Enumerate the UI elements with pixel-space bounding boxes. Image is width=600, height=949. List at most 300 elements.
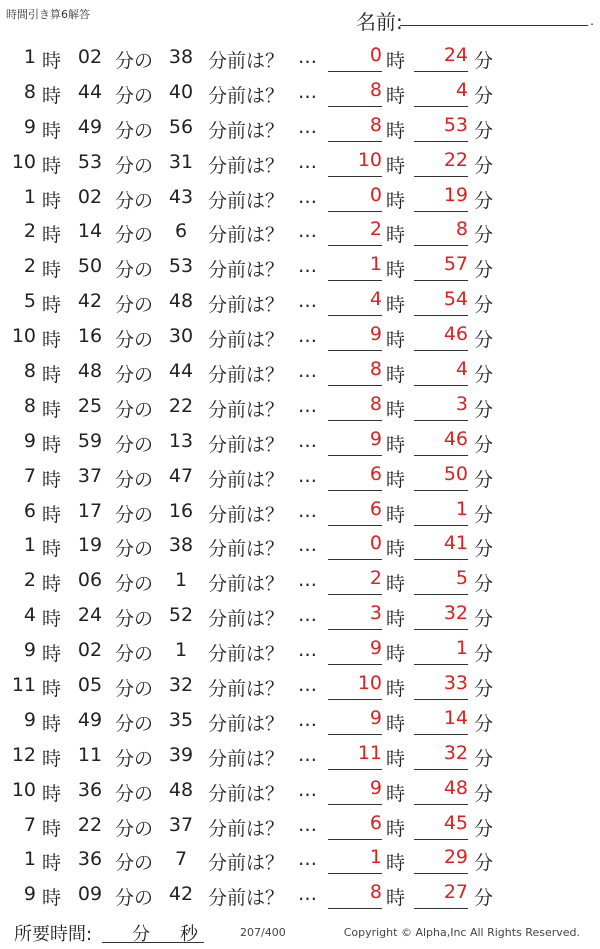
problem-minute: 19 — [77, 534, 103, 557]
hour-unit: 時 — [42, 189, 62, 212]
minute-of-label: 分の — [115, 573, 154, 596]
answer-hour-unit: 時 — [386, 782, 406, 805]
before-question-label: 分前は？ — [208, 852, 285, 875]
subtract-minutes: 44 — [168, 360, 194, 383]
answer-hour-field[interactable]: 1 — [328, 846, 382, 874]
minute-of-label: 分の — [115, 503, 154, 526]
minute-of-label: 分の — [115, 817, 154, 840]
answer-hour-unit: 時 — [386, 398, 406, 421]
problem-row — [0, 598, 600, 633]
answer-minute-unit: 分 — [474, 259, 494, 282]
answer-hour-field[interactable]: 0 — [328, 184, 382, 212]
ellipsis: … — [298, 639, 317, 662]
answer-minute-unit: 分 — [474, 852, 494, 875]
minute-of-label: 分の — [115, 119, 154, 142]
problem-minute: 25 — [77, 394, 103, 417]
answer-minute-field[interactable]: 33 — [414, 672, 468, 700]
hour-unit: 時 — [42, 643, 62, 666]
minute-of-label: 分の — [115, 364, 154, 387]
answer-minute-field[interactable]: 14 — [414, 707, 468, 735]
subtract-minutes: 52 — [168, 604, 194, 627]
problem-hour: 2 — [23, 255, 36, 278]
hour-unit: 時 — [42, 712, 62, 735]
answer-hour-field[interactable]: 8 — [328, 114, 382, 142]
problem-hour: 9 — [23, 708, 36, 731]
answer-hour-field[interactable]: 11 — [328, 742, 382, 770]
before-question-label: 分前は？ — [208, 364, 285, 387]
answer-minute-field[interactable]: 1 — [414, 637, 468, 665]
ellipsis: … — [298, 150, 317, 173]
answer-hour-field[interactable]: 6 — [328, 498, 382, 526]
minute-of-label: 分の — [115, 224, 154, 247]
answer-minute-field[interactable]: 22 — [414, 149, 468, 177]
minute-of-label: 分の — [115, 468, 154, 491]
subtract-minutes: 43 — [168, 185, 194, 208]
problem-minute: 05 — [77, 674, 103, 697]
answer-hour-unit: 時 — [386, 433, 406, 456]
hour-unit: 時 — [42, 817, 62, 840]
problem-row — [0, 842, 600, 877]
problem-minute: 44 — [77, 80, 103, 103]
minute-of-label: 分の — [115, 887, 154, 910]
minute-of-label: 分の — [115, 50, 154, 72]
problem-hour: 9 — [23, 115, 36, 138]
problem-row — [0, 354, 600, 389]
subtract-minutes: 1 — [174, 639, 188, 662]
before-question-label: 分前は？ — [208, 433, 285, 456]
answer-minute-unit: 分 — [474, 398, 494, 421]
problem-hour: 1 — [23, 534, 36, 557]
answer-hour-unit: 時 — [386, 852, 406, 875]
minute-of-label: 分の — [115, 259, 154, 282]
hour-unit: 時 — [42, 50, 62, 72]
worksheet-title: 時間引き算6解答 — [6, 8, 90, 21]
answer-hour-unit: 時 — [386, 643, 406, 666]
problem-minute: 16 — [77, 325, 103, 348]
answer-hour-unit: 時 — [386, 817, 406, 840]
answer-hour-field[interactable]: 1 — [328, 253, 382, 281]
before-question-label: 分前は？ — [208, 712, 285, 735]
answer-hour-unit: 時 — [386, 887, 406, 910]
problem-row — [0, 424, 600, 459]
answer-minute-unit: 分 — [474, 224, 494, 247]
before-question-label: 分前は？ — [208, 329, 285, 352]
problem-minute: 36 — [77, 848, 103, 871]
answer-minute-field[interactable]: 4 — [414, 358, 468, 386]
answer-hour-field[interactable]: 0 — [328, 532, 382, 560]
subtract-minutes: 6 — [174, 220, 188, 243]
ellipsis: … — [298, 848, 317, 871]
answer-hour-field[interactable]: 9 — [328, 428, 382, 456]
problem-row — [0, 459, 600, 494]
before-question-label: 分前は？ — [208, 608, 285, 631]
before-question-label: 分前は？ — [208, 154, 285, 177]
answer-hour-unit: 時 — [386, 712, 406, 735]
answer-hour-field[interactable]: 9 — [328, 637, 382, 665]
problem-minute: 02 — [77, 639, 103, 662]
answer-minute-field[interactable]: 3 — [414, 393, 468, 421]
hour-unit: 時 — [42, 398, 62, 421]
copyright-notice: Copyright © Alpha,Inc All Rights Reserved. — [343, 926, 580, 939]
answer-minute-unit: 分 — [474, 468, 494, 491]
subtract-minutes: 48 — [168, 778, 194, 801]
subtract-minutes: 13 — [168, 429, 194, 452]
before-question-label: 分前は？ — [208, 643, 285, 666]
ellipsis: … — [298, 255, 317, 278]
before-question-label: 分前は？ — [208, 747, 285, 770]
problem-minute: 02 — [77, 185, 103, 208]
answer-hour-unit: 時 — [386, 154, 406, 177]
subtract-minutes: 47 — [168, 464, 194, 487]
ellipsis: … — [298, 360, 317, 383]
answer-minute-unit: 分 — [474, 817, 494, 840]
before-question-label: 分前は？ — [208, 538, 285, 561]
hour-unit: 時 — [42, 259, 62, 282]
ellipsis: … — [298, 220, 317, 243]
answer-minute-unit: 分 — [474, 364, 494, 387]
footer — [0, 918, 600, 948]
answer-minute-field[interactable]: 50 — [414, 463, 468, 491]
hour-unit: 時 — [42, 84, 62, 107]
hour-unit: 時 — [42, 678, 62, 701]
answer-hour-unit: 時 — [386, 50, 406, 72]
answer-hour-field[interactable]: 8 — [328, 358, 382, 386]
problem-hour: 9 — [23, 883, 36, 906]
problem-row — [0, 877, 600, 912]
hour-unit: 時 — [42, 224, 62, 247]
before-question-label: 分前は？ — [208, 294, 285, 317]
answer-hour-unit: 時 — [386, 119, 406, 142]
problem-hour: 10 — [11, 150, 36, 173]
problem-row — [0, 494, 600, 529]
subtract-minutes: 31 — [168, 150, 194, 173]
problem-hour: 11 — [11, 674, 36, 697]
hour-unit: 時 — [42, 154, 62, 177]
answer-hour-unit: 時 — [386, 329, 406, 352]
problem-hour: 4 — [23, 604, 36, 627]
ellipsis: … — [298, 46, 317, 68]
answer-minute-field[interactable]: 48 — [414, 777, 468, 805]
answer-hour-field[interactable]: 6 — [328, 463, 382, 491]
subtract-minutes: 39 — [168, 743, 194, 766]
before-question-label: 分前は？ — [208, 817, 285, 840]
hour-unit: 時 — [42, 364, 62, 387]
answer-minute-field[interactable]: 19 — [414, 184, 468, 212]
answer-hour-unit: 時 — [386, 468, 406, 491]
name-underline — [400, 25, 588, 26]
problem-minute: 59 — [77, 429, 103, 452]
before-question-label: 分前は？ — [208, 678, 285, 701]
before-question-label: 分前は？ — [208, 782, 285, 805]
before-question-label: 分前は？ — [208, 50, 285, 72]
answer-minute-unit: 分 — [474, 433, 494, 456]
answer-minute-field[interactable]: 29 — [414, 846, 468, 874]
ellipsis: … — [298, 429, 317, 452]
answer-hour-field[interactable]: 6 — [328, 812, 382, 840]
problem-row — [0, 773, 600, 808]
problem-list — [0, 40, 600, 912]
ellipsis: … — [298, 185, 317, 208]
answer-hour-unit: 時 — [386, 538, 406, 561]
hour-unit: 時 — [42, 852, 62, 875]
problem-minute: 48 — [77, 360, 103, 383]
problem-hour: 2 — [23, 220, 36, 243]
answer-hour-field[interactable]: 3 — [328, 602, 382, 630]
minute-of-label: 分の — [115, 643, 154, 666]
answer-hour-unit: 時 — [386, 503, 406, 526]
ellipsis: … — [298, 115, 317, 138]
answer-hour-field[interactable]: 2 — [328, 567, 382, 595]
minute-of-label: 分の — [115, 608, 154, 631]
subtract-minutes: 53 — [168, 255, 194, 278]
minute-of-label: 分の — [115, 747, 154, 770]
before-question-label: 分前は？ — [208, 259, 285, 282]
answer-minute-field[interactable]: 32 — [414, 742, 468, 770]
problem-minute: 49 — [77, 708, 103, 731]
problem-hour: 8 — [23, 360, 36, 383]
problem-minute: 53 — [77, 150, 103, 173]
time-required-label: 所要時間: — [14, 924, 93, 945]
answer-hour-field[interactable]: 4 — [328, 288, 382, 316]
problem-minute: 14 — [77, 220, 103, 243]
answer-hour-unit: 時 — [386, 608, 406, 631]
answer-minute-unit: 分 — [474, 538, 494, 561]
hour-unit: 時 — [42, 887, 62, 910]
ellipsis: … — [298, 499, 317, 522]
problem-row — [0, 808, 600, 843]
hour-unit: 時 — [42, 119, 62, 142]
subtract-minutes: 7 — [174, 848, 188, 871]
ellipsis: … — [298, 883, 317, 906]
minute-of-label: 分の — [115, 538, 154, 561]
minute-of-label: 分の — [115, 712, 154, 735]
problem-row — [0, 668, 600, 703]
problem-hour: 1 — [23, 46, 36, 68]
answer-hour-field[interactable]: 2 — [328, 218, 382, 246]
before-question-label: 分前は？ — [208, 468, 285, 491]
problem-row — [0, 389, 600, 424]
answer-hour-field[interactable]: 10 — [328, 672, 382, 700]
problem-row — [0, 249, 600, 284]
answer-minute-field[interactable]: 4 — [414, 79, 468, 107]
answer-minute-field[interactable]: 54 — [414, 288, 468, 316]
answer-hour-field[interactable]: 8 — [328, 393, 382, 421]
answer-hour-unit: 時 — [386, 573, 406, 596]
answer-hour-field[interactable]: 8 — [328, 881, 382, 909]
answer-minute-field[interactable]: 46 — [414, 428, 468, 456]
minute-of-label: 分の — [115, 294, 154, 317]
problem-hour: 9 — [23, 429, 36, 452]
problem-minute: 24 — [77, 604, 103, 627]
before-question-label: 分前は？ — [208, 887, 285, 910]
answer-minute-field[interactable]: 41 — [414, 532, 468, 560]
ellipsis: … — [298, 813, 317, 836]
problem-row — [0, 284, 600, 319]
answer-minute-field[interactable]: 45 — [414, 812, 468, 840]
before-question-label: 分前は？ — [208, 189, 285, 212]
minute-of-label: 分の — [115, 852, 154, 875]
before-question-label: 分前は？ — [208, 224, 285, 247]
minute-of-label: 分の — [115, 154, 154, 177]
subtract-minutes: 42 — [168, 883, 194, 906]
problem-hour: 2 — [23, 569, 36, 592]
problem-row — [0, 180, 600, 215]
answer-hour-field[interactable]: 9 — [328, 323, 382, 351]
problem-row — [0, 145, 600, 180]
hour-unit: 時 — [42, 433, 62, 456]
ellipsis: … — [298, 325, 317, 348]
before-question-label: 分前は？ — [208, 503, 285, 526]
answer-minute-field[interactable]: 32 — [414, 602, 468, 630]
problem-hour: 10 — [11, 325, 36, 348]
answer-hour-unit: 時 — [386, 678, 406, 701]
ellipsis: … — [298, 80, 317, 103]
ellipsis: … — [298, 464, 317, 487]
hour-unit: 時 — [42, 782, 62, 805]
minute-of-label: 分の — [115, 398, 154, 421]
ellipsis: … — [298, 569, 317, 592]
subtract-minutes: 48 — [168, 290, 194, 313]
answer-hour-unit: 時 — [386, 189, 406, 212]
name-label: 名前: — [356, 10, 403, 34]
answer-minute-field[interactable]: 27 — [414, 881, 468, 909]
answer-hour-field[interactable]: 9 — [328, 777, 382, 805]
subtract-minutes: 35 — [168, 708, 194, 731]
hour-unit: 時 — [42, 503, 62, 526]
answer-minute-field[interactable]: 5 — [414, 567, 468, 595]
answer-minute-unit: 分 — [474, 329, 494, 352]
answer-hour-unit: 時 — [386, 224, 406, 247]
ellipsis: … — [298, 778, 317, 801]
answer-minute-unit: 分 — [474, 643, 494, 666]
ellipsis: … — [298, 394, 317, 417]
answer-minute-field[interactable]: 57 — [414, 253, 468, 281]
minute-of-label: 分の — [115, 329, 154, 352]
ellipsis: … — [298, 534, 317, 557]
ellipsis: … — [298, 743, 317, 766]
name-trailing-dot: . — [590, 14, 594, 28]
name-field[interactable] — [356, 4, 594, 34]
problem-row — [0, 110, 600, 145]
answer-minute-unit: 分 — [474, 294, 494, 317]
before-question-label: 分前は？ — [208, 573, 285, 596]
hour-unit: 時 — [42, 294, 62, 317]
minute-of-label: 分の — [115, 433, 154, 456]
before-question-label: 分前は？ — [208, 119, 285, 142]
answer-minute-field[interactable]: 8 — [414, 218, 468, 246]
ellipsis: … — [298, 708, 317, 731]
problem-row — [0, 75, 600, 110]
answer-minute-unit: 分 — [474, 154, 494, 177]
problem-minute: 17 — [77, 499, 103, 522]
subtract-minutes: 37 — [168, 813, 194, 836]
answer-minute-unit: 分 — [474, 119, 494, 142]
answer-minute-field[interactable]: 24 — [414, 44, 468, 72]
minute-of-label: 分の — [115, 189, 154, 212]
problem-hour: 9 — [23, 639, 36, 662]
answer-hour-field[interactable]: 10 — [328, 149, 382, 177]
problem-minute: 50 — [77, 255, 103, 278]
subtract-minutes: 32 — [168, 674, 194, 697]
problem-hour: 6 — [23, 499, 36, 522]
answer-minute-unit: 分 — [474, 573, 494, 596]
problem-minute: 36 — [77, 778, 103, 801]
problem-minute: 06 — [77, 569, 103, 592]
subtract-minutes: 38 — [168, 534, 194, 557]
problem-row — [0, 738, 600, 773]
answer-minute-field[interactable]: 46 — [414, 323, 468, 351]
problem-hour: 12 — [11, 743, 36, 766]
answer-minute-unit: 分 — [474, 887, 494, 910]
ellipsis: … — [298, 674, 317, 697]
problem-row — [0, 214, 600, 249]
problem-row — [0, 563, 600, 598]
answer-hour-unit: 時 — [386, 84, 406, 107]
answer-minute-field[interactable]: 53 — [414, 114, 468, 142]
answer-minute-unit: 分 — [474, 608, 494, 631]
subtract-minutes: 1 — [174, 569, 188, 592]
problem-minute: 42 — [77, 290, 103, 313]
answer-minute-unit: 分 — [474, 503, 494, 526]
answer-minute-unit: 分 — [474, 747, 494, 770]
answer-minute-unit: 分 — [474, 678, 494, 701]
hour-unit: 時 — [42, 573, 62, 596]
problem-row — [0, 633, 600, 668]
subtract-minutes: 38 — [168, 46, 194, 68]
hour-unit: 時 — [42, 608, 62, 631]
hour-unit: 時 — [42, 468, 62, 491]
answer-minute-unit: 分 — [474, 189, 494, 212]
hour-unit: 時 — [42, 329, 62, 352]
problem-hour: 1 — [23, 185, 36, 208]
subtract-minutes: 16 — [168, 499, 194, 522]
answer-minute-unit: 分 — [474, 712, 494, 735]
answer-hour-unit: 時 — [386, 747, 406, 770]
problem-row — [0, 528, 600, 563]
answer-hour-field[interactable]: 0 — [328, 44, 382, 72]
problem-minute: 11 — [77, 743, 103, 766]
subtract-minutes: 30 — [168, 325, 194, 348]
minute-of-label: 分の — [115, 782, 154, 805]
problem-row — [0, 319, 600, 354]
problem-minute: 37 — [77, 464, 103, 487]
page-number: 207/400 — [240, 926, 286, 939]
ellipsis: … — [298, 604, 317, 627]
answer-hour-unit: 時 — [386, 364, 406, 387]
time-minutes-label: 分 — [132, 924, 150, 945]
hour-unit: 時 — [42, 538, 62, 561]
answer-hour-field[interactable]: 8 — [328, 79, 382, 107]
answer-hour-unit: 時 — [386, 259, 406, 282]
problem-minute: 22 — [77, 813, 103, 836]
answer-minute-field[interactable]: 1 — [414, 498, 468, 526]
problem-minute: 02 — [77, 46, 103, 68]
before-question-label: 分前は？ — [208, 398, 285, 421]
before-question-label: 分前は？ — [208, 84, 285, 107]
problem-hour: 1 — [23, 848, 36, 871]
ellipsis: … — [298, 290, 317, 313]
problem-hour: 8 — [23, 80, 36, 103]
problem-row — [0, 703, 600, 738]
answer-minute-unit: 分 — [474, 782, 494, 805]
problem-minute: 09 — [77, 883, 103, 906]
problem-hour: 8 — [23, 394, 36, 417]
problem-minute: 49 — [77, 115, 103, 138]
problem-row — [0, 40, 600, 75]
subtract-minutes: 40 — [168, 80, 194, 103]
answer-hour-unit: 時 — [386, 294, 406, 317]
answer-hour-field[interactable]: 9 — [328, 707, 382, 735]
